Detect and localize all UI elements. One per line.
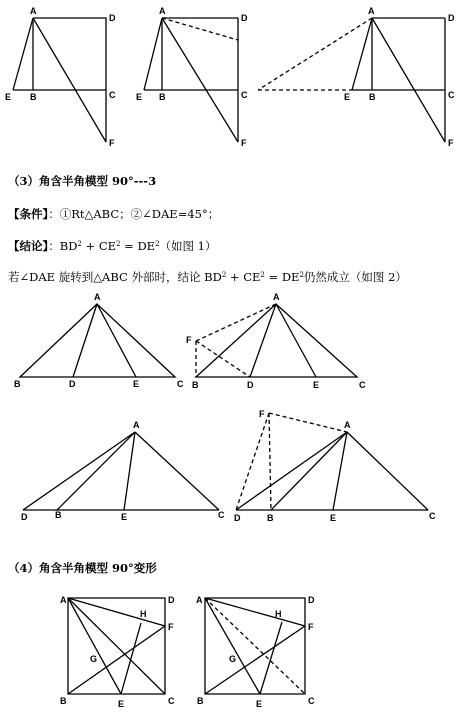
label-C: C	[168, 696, 175, 706]
label-G: G	[229, 654, 237, 664]
label-A: A	[60, 595, 67, 605]
label-C: C	[241, 90, 248, 100]
conclusion-line: 【结论】：$BD^2 + CE^2 = DE^2$（如图 1）	[8, 239, 217, 253]
label-C: C	[359, 380, 366, 390]
section3-heading: （3）角含半角模型 90°---3	[8, 174, 157, 188]
label-E: E	[313, 380, 320, 390]
label-G: G	[90, 654, 98, 664]
label-A: A	[368, 6, 375, 16]
label-D: D	[21, 512, 28, 522]
label-B: B	[55, 510, 62, 520]
triangle-figure-1	[14, 292, 184, 389]
label-B: B	[267, 513, 274, 523]
label-F: F	[308, 622, 314, 632]
triangle-figure-2	[186, 292, 366, 390]
label-D: D	[234, 513, 241, 523]
label-E: E	[344, 92, 351, 102]
label-C: C	[448, 90, 455, 100]
triangle-figure-4	[234, 409, 436, 523]
label-C: C	[177, 379, 184, 389]
label-F: F	[241, 138, 247, 148]
label-A: A	[196, 595, 203, 605]
label-E: E	[5, 92, 12, 102]
conclusion-tag: 【结论】	[8, 239, 49, 253]
label-E: E	[330, 513, 337, 523]
label-A: A	[30, 6, 37, 16]
label-E: E	[118, 699, 125, 709]
label-F: F	[168, 622, 174, 632]
label-B: B	[197, 696, 204, 706]
label-A: A	[133, 420, 140, 430]
label-D: D	[247, 380, 254, 390]
condition-tag: 【条件】	[8, 207, 49, 221]
label-E: E	[136, 92, 143, 102]
label-H: H	[275, 609, 282, 619]
label-A: A	[94, 292, 101, 302]
condition-line	[8, 207, 219, 221]
top-figure-3	[258, 6, 455, 148]
label-D: D	[448, 13, 455, 23]
label-F: F	[448, 138, 454, 148]
label-F: F	[109, 138, 115, 148]
top-figure-1	[5, 6, 116, 148]
square-figure-2	[196, 595, 315, 709]
label-H: H	[140, 609, 147, 619]
label-C: C	[429, 511, 436, 521]
label-C: C	[218, 510, 225, 520]
label-B: B	[159, 92, 166, 102]
square-figure-1	[60, 595, 175, 709]
section4-heading: （4）角含半角模型 90°变形	[8, 561, 157, 575]
label-A: A	[273, 292, 280, 302]
label-C: C	[308, 696, 315, 706]
label-D: D	[69, 379, 76, 389]
label-B: B	[30, 92, 37, 102]
label-C: C	[109, 90, 116, 100]
label-E: E	[133, 379, 140, 389]
rotation-statement: 若∠DAE 旋转到△ABC 外部时，结论 $BD^2 + CE^2 = DE^2$仍然成立（如图 2）	[8, 270, 407, 284]
label-A: A	[344, 420, 351, 430]
label-D: D	[109, 13, 116, 23]
label-D: D	[308, 595, 315, 605]
top-figure-2	[136, 6, 248, 148]
label-E: E	[256, 699, 263, 709]
label-E: E	[121, 512, 128, 522]
label-D: D	[241, 13, 248, 23]
label-B: B	[14, 379, 21, 389]
label-B: B	[369, 92, 376, 102]
label-B: B	[60, 696, 67, 706]
label-F: F	[259, 409, 265, 419]
label-D: D	[168, 595, 175, 605]
triangle-figure-3	[21, 420, 225, 522]
condition-text: ：①Rt△ABC；②∠DAE=45°；	[48, 207, 220, 221]
label-F: F	[186, 335, 192, 345]
label-B: B	[192, 380, 199, 390]
label-A: A	[159, 6, 166, 16]
